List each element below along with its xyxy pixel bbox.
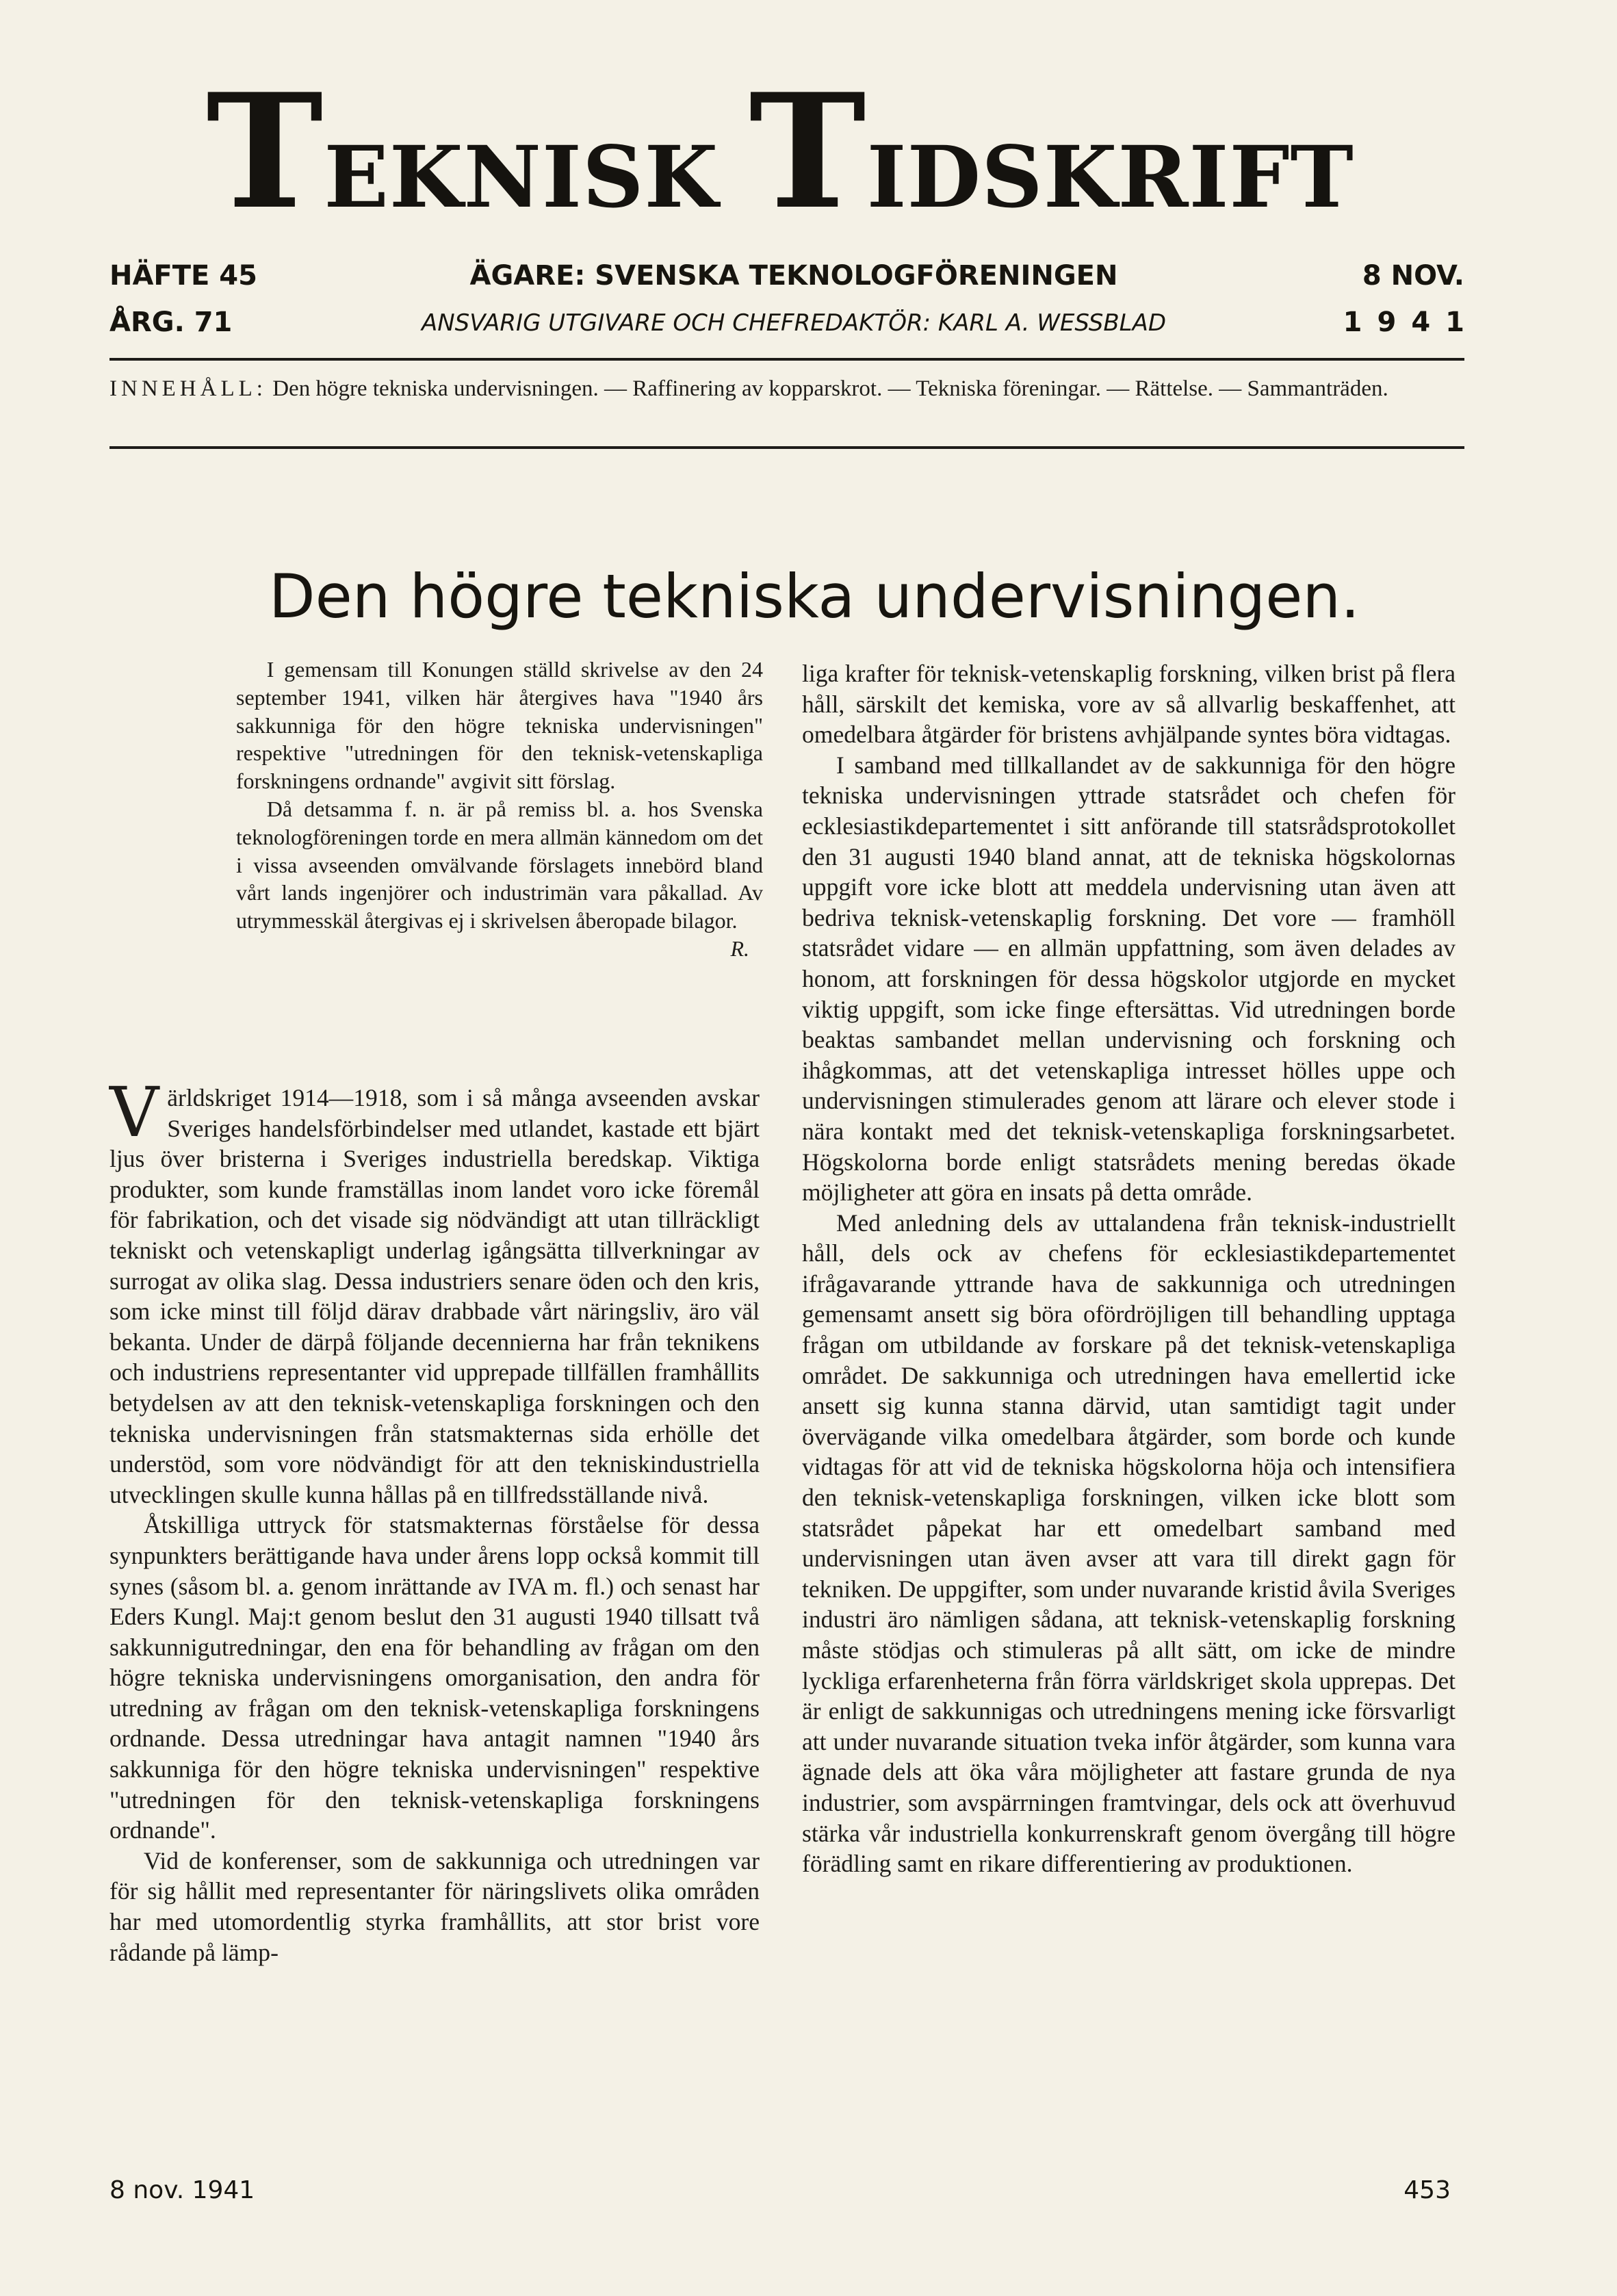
column-left <box>109 1072 760 1968</box>
toc-text: Den högre tekniska undervisningen. — Raffinering av kopparskrot. — Tekniska föreningar. — Rättelse. — Sammanträden. <box>272 376 1388 401</box>
masthead-initial-1: T <box>206 60 324 244</box>
intro-paragraph: Då detsamma f. n. är på remiss bl. a. hos Svenska teknologföreningen torde en mera allmän kännedom om det i vissa avseenden omvälvande förslagets innebörd bland vårt lands ingenjörer och industrimän vara påkallad. Av utrymmesskäl återgivas ej i skrivelsen åberopade bilagor. <box>236 796 763 933</box>
masthead-word-1: EKNISK <box>324 128 719 227</box>
body-paragraph: I samband med tillkallandet av de sakkunniga för den högre tekniska undervisningen yttrade statsrådet och chefen för ecklesiastikdepartementet i sitt anförande till statsrådsprotokollet den 31 augusti 1940 bland annat, att de tekniska högskolornas uppgift vore icke blott att meddela undervisning utan även att bedriva teknisk-vetenskaplig forskning. Det vore — framhöll statsrådet vidare — en allmän uppfattning, som även delades av honom, att forskningen för dessa högskolor utgjorde en mycket viktig uppgift, som icke finge eftersättas. Vid utredningen borde beaktas sambandet mellan undervisning och forskning och ihågkommas, att det vetenskapliga intresset hölles uppe och undervisningen stimulerades genom att lärare och elever stode i nära kontakt med det teknisk-vetenskapliga forskningsarbetet. Högskolorna borde enligt statsrådets mening beredas ökade möjligheter att göra en insats på detta område. <box>802 751 1456 1207</box>
body-paragraph: Vid de konferenser, som de sakkunniga och utredningen var för sig hållit med representanter för näringslivets olika områden har med utomordentlig styrka framhållits, att stor brist vore rådande på lämp- <box>109 1846 760 1966</box>
body-text: ärldskriget 1914—1918, som i så många avseenden avskar Sveriges handelsförbindelser med utlandet, kastade ett bjärt ljus över bristerna i Sveriges industriella beredskap. Viktiga produkter, som kunde framställas inom landet voro icke föremål för fabrikation, och det visade sig nödvändigt att utan tillräckligt tekniskt och vetenskapligt underlag igångsätta tillverkningar av surrogat av olika slag. Dessa industriers senare öden och den kris, som icke minst till följd därav drabbade vårt näringsliv, äro väl bekanta. Under de därpå följande decennierna har från teknikens och industriens representanter vid upprepade tillfällen framhållits betydelsen av att den teknisk-vetenskapliga forskningen och den tekniska undervisningen från statsmakternas sida erhölle det understöd, som vore nödvändigt för att den tekniskindustriella utvecklingen skulle kunna hållas på en tillfredsställande nivå. <box>109 1084 760 1508</box>
editor-intro <box>236 656 763 963</box>
rule-top <box>109 358 1464 361</box>
body-paragraph: Med anledning dels av uttalandena från teknisk-industriellt håll, dels ock av chefens för ecklesiastikdepartementet ifrågavarande yttrande hava de sakkunniga och utredningen gemensamt ansett sig böra ofördröjligen till behandling upptaga frågan om utbildande av forskare på det teknisk-vetenskapliga området. De sakkunniga och utredningen hava emellertid icke ansett sig kunna stanna därvid, utan samtidigt tagit under övervägande vilka omedelbara åtgärder, som borde och kunde vidtagas för att vid de tekniska högskolorna höja och intensifiera den teknisk-vetenskapliga forskningen, vilken icke blott som statsrådet påpekat har ett omedelbart samband med undervisningen utan även avser att vara till direkt gagn för tekniken. De uppgifter, som under nuvarande kristid åvila Sveriges industri äro nämligen sådana, att teknisk-vetenskaplig forskning måste stödjas och stimuleras på allt sätt, om icke de mindre lyckliga erfarenheterna från förra världskriget skola upprepas. Det är enligt de sakkunnigas och utredningens mening icke försvarligt att under nuvarande situation tveka inför åtgärder, som kunna vara ägnade dels att öka våra möjligheter att fastare grunda de nya industrier, som avspärrningen framtvingar, dels ock att överhuvud stärka vår industriella konkurrenskraft genom övergång till högre förädling samt en rikare differentiering av produktionen. <box>802 1209 1456 1878</box>
body-paragraph <box>109 1072 760 1510</box>
table-of-contents <box>109 371 1464 407</box>
rule-bottom <box>109 446 1464 449</box>
masthead-word-2: IDSKRIFT <box>866 128 1354 227</box>
toc-label: INNEHÅLL: <box>109 376 267 401</box>
issue-date: 8 NOV. <box>1362 260 1464 292</box>
body-paragraph: Åtskilliga uttryck för statsmakternas förståelse för dessa synpunkters berättigande hava under årens lopp också kommit till synes (såsom bl. a. genom inrättande av IVA m. fl.) och senast har Eders Kungl. Maj:t genom beslut den 31 augusti 1940 tillsatt två sakkunnigutredningar, den ena för behandling av frågan om den högre tekniska undervisningens omorganisation, den andra för utredning av frågan om den teknisk-vetenskapliga forskningens ordnande. Dessa utredningar hava antagit namnen "1940 års sakkunniga för den högre tekniska undervisningen" respektive "utredningen för den teknisk-vetenskapliga forskningens ordnande". <box>109 1511 760 1844</box>
publisher-line: ÄGARE: SVENSKA TEKNOLOGFÖRENINGEN <box>469 260 1118 292</box>
volume-number: ÅRG. 71 <box>109 307 233 338</box>
article-headline: Den högre tekniska undervisningen. <box>268 561 1360 632</box>
footer-date: 8 nov. 1941 <box>109 2176 255 2204</box>
editor-line: ANSVARIG UTGIVARE OCH CHEFREDAKTÖR: KARL A. WESSBLAD <box>421 309 1167 337</box>
body-paragraph: liga krafter för teknisk-vetenskaplig forskning, vilken brist på flera håll, särskilt det kemiska, vore av så allvarlig beskaffenhet, att omedelbara åtgärder för bristens avhjälpande syntes böra vidtagas. <box>802 660 1456 749</box>
issue-number: HÄFTE 45 <box>109 260 257 292</box>
issue-year: 1941 <box>1343 307 1479 338</box>
intro-paragraph: I gemensam till Konungen ställd skrivelse av den 24 september 1941, vilken här återgives hava "1940 års sakkunniga för den högre tekniska undervisningen" respektive "utredningen för den teknisk-vetenskapliga forskningens ordnande" avgivit sitt förslag. <box>236 657 763 794</box>
drop-cap: V <box>109 1072 159 1152</box>
intro-signature: R. <box>730 936 749 961</box>
masthead-initial-2: T <box>749 60 867 244</box>
masthead-title <box>109 60 1451 253</box>
column-right <box>802 658 1456 1879</box>
page-number: 453 <box>1403 2176 1451 2204</box>
